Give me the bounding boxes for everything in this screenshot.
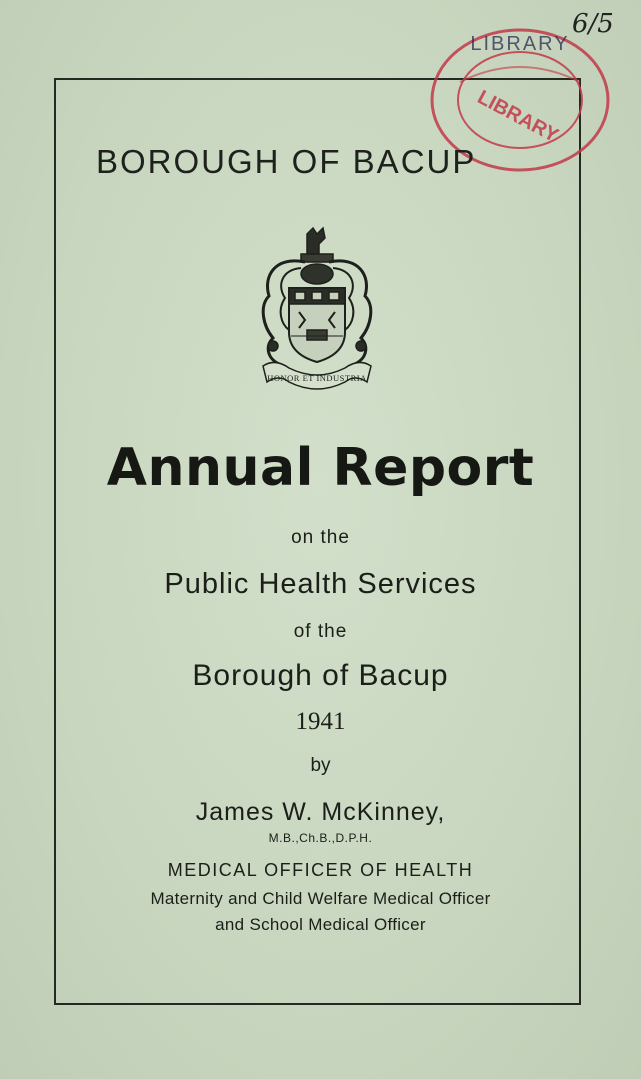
handwritten-shelfmark: [570, 0, 630, 50]
report-year: 1941: [295, 708, 346, 735]
borough-heading: BOROUGH OF BACUP: [96, 143, 477, 180]
on-the-text: on the: [291, 527, 350, 548]
borough-line: Borough of Bacup: [192, 659, 449, 692]
author-role-line-1: Maternity and Child Welfare Medical Officer: [150, 889, 491, 908]
stamp-label: LIBRARY: [470, 33, 570, 55]
author-name: James W. McKinney,: [195, 798, 446, 826]
coat-of-arms: [255, 226, 379, 396]
stamp-inner-label: LIBRARY: [473, 86, 562, 148]
of-the-text: of the: [293, 621, 348, 642]
author-role-line-2: and School Medical Officer: [215, 915, 426, 934]
author-degrees: M.B.,Ch.B.,D.P.H.: [268, 831, 373, 845]
shelfmark-text: 6/5: [572, 9, 614, 39]
by-text: by: [310, 755, 331, 776]
author-position: MEDICAL OFFICER OF HEALTH: [167, 860, 474, 880]
subject-line: Public Health Services: [164, 568, 477, 600]
report-title: Annual Report: [106, 438, 535, 498]
crest-motto: HONOR ET INDUSTRIA: [267, 373, 367, 383]
